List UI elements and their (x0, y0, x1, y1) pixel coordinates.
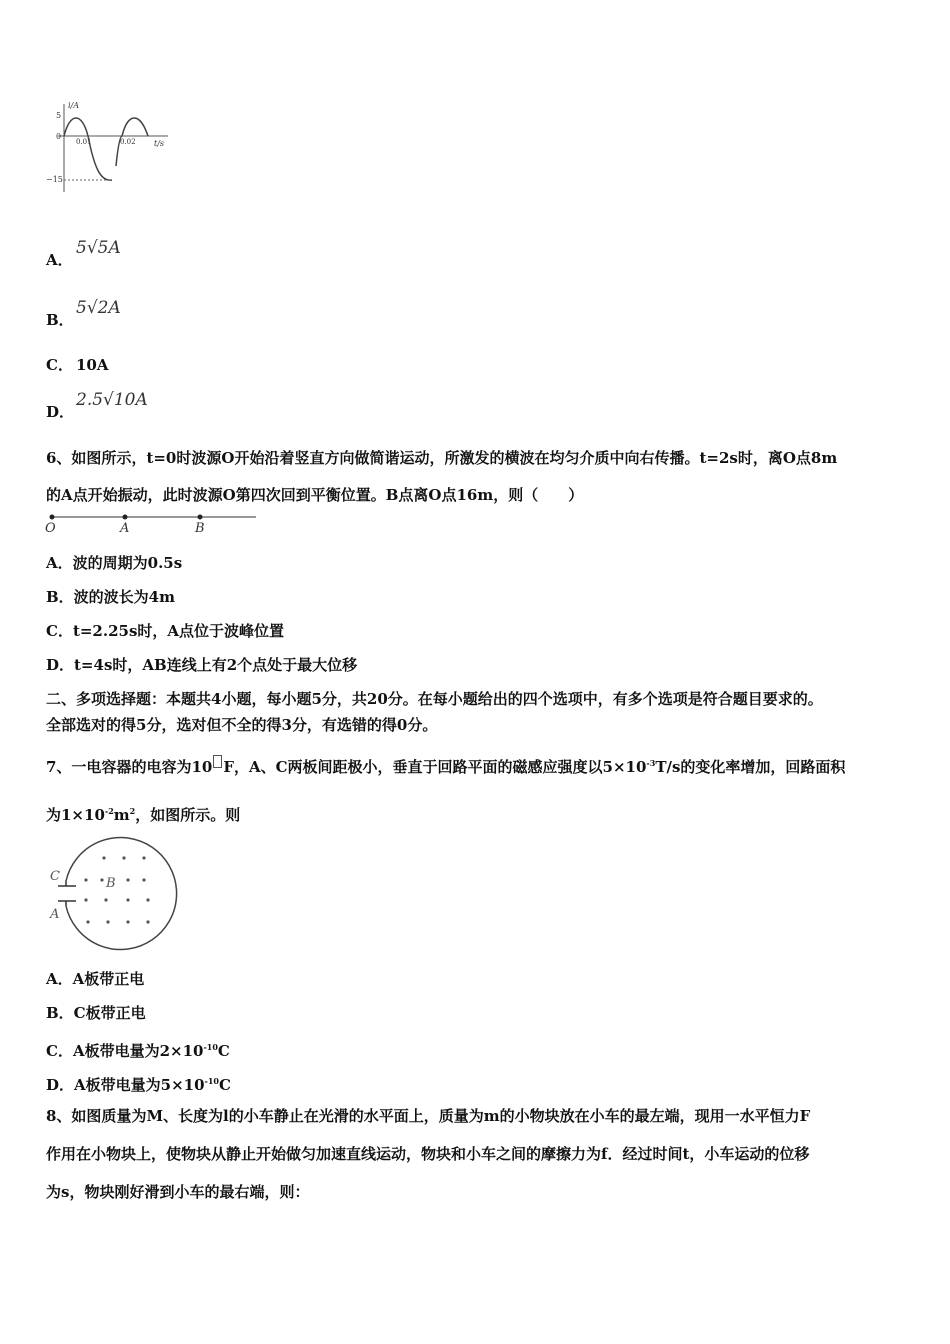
q6-option-a: A．波的周期为0.5s (46, 554, 183, 572)
q8-stem-line3: 为s，物块刚好滑到小车的最右端，则： (46, 1183, 310, 1201)
q7-option-d-post: C (218, 1076, 231, 1094)
current-time-graph (46, 96, 176, 196)
q7-line2-part-c: ，如图所示。则 (135, 806, 241, 824)
q7-line1-part-c: T/s的变化率增加，回路面积 (655, 758, 846, 776)
q7-option-c-post: C (217, 1042, 230, 1060)
q7-option-d-exp: -10 (204, 1076, 219, 1086)
section2-intro-line1: 二、多项选择题：本题共4小题，每小题5分，共20分。在每小题给出的四个选项中，有多个选项是符合题目要求的。 (46, 690, 823, 708)
q7-option-b: B．C板带正电 (46, 1004, 146, 1022)
q7-option-c-pre: C．A板带电量为2×10 (46, 1042, 204, 1060)
q7-stem-line2 (46, 801, 240, 825)
q6-option-b: B．波的波长为4m (46, 588, 175, 606)
q7-line2-exponent: -2 (104, 806, 114, 816)
wave-line-figure (40, 508, 265, 536)
q7-line2-part-a: 为1×10 (46, 806, 105, 824)
q7-option-c-exp: -10 (203, 1042, 218, 1052)
label-c: C (50, 869, 60, 884)
section2-intro-line2: 全部选对的得5分，选对但不全的得3分，有选错的得0分。 (46, 716, 438, 734)
q5-option-a-label: A． (46, 251, 73, 269)
q5-option-b-label: B． (46, 311, 74, 329)
q5-option-c-label: C． (46, 356, 73, 374)
x-axis-label: t/s (154, 139, 165, 148)
q5-option-d-label: D． (46, 403, 75, 421)
q5-option-a-value: 5√5A (76, 238, 121, 258)
y-axis-label: i/A (68, 101, 80, 110)
q6-stem-line1: 6、如图所示，t=0时波源O开始沿着竖直方向做简谐运动，所激发的横波在均匀介质中向右传播。t=2s时，离O点8m (46, 449, 838, 467)
q5-option-d-value: 2.5√10A (76, 390, 148, 410)
tick-0: 0 (56, 132, 62, 141)
q7-stem-line1 (46, 753, 845, 777)
missing-glyph-box (213, 755, 222, 768)
label-b: B (106, 876, 116, 891)
tick-5: 5 (56, 111, 62, 120)
q6-option-d: D．t=4s时，AB连线上有2个点处于最大位移 (46, 656, 358, 674)
q7-option-a: A．A板带正电 (46, 970, 145, 988)
q7-line1-exponent: -3 (646, 758, 656, 768)
q8-stem-line1: 8、如图质量为M、长度为l的小车静止在光滑的水平面上，质量为m的小物块放在小车的最左端，现用一水平恒力F (46, 1107, 811, 1125)
q6-stem-line2: 的A点开始振动，此时波源O第四次回到平衡位置。B点离O点16m，则（ ） (46, 486, 584, 504)
current-curve (64, 118, 148, 180)
point-o-label: O (45, 521, 56, 536)
tick-001: 0.01 (76, 138, 92, 146)
q6-option-c: C．t=2.25s时，A点位于波峰位置 (46, 622, 285, 640)
magnetic-field-dots (84, 856, 149, 923)
q7-line1-part-b: F，A、C两板间距极小，垂直于回路平面的磁感应强度以5×10 (223, 758, 647, 776)
q7-option-d (46, 1071, 231, 1095)
q5-option-b-value: 5√2A (76, 298, 121, 318)
circuit-loop (66, 838, 177, 950)
point-b-label: B (195, 521, 205, 536)
point-a-dot (123, 515, 128, 520)
capacitor-circuit-figure (44, 836, 179, 954)
q7-line1-part-a: 7、一电容器的电容为10 (46, 758, 213, 776)
q7-option-c (46, 1037, 230, 1061)
label-a: A (50, 907, 60, 922)
tick-neg15: −15 (46, 175, 63, 184)
point-a-label: A (120, 521, 130, 536)
point-o-dot (50, 515, 55, 520)
q7-line2-part-b: m (113, 806, 130, 824)
q7-option-d-pre: D．A板带电量为5×10 (46, 1076, 205, 1094)
q5-option-c-value: 10A (76, 356, 109, 374)
q8-stem-line2: 作用在小物块上，使物块从静止开始做匀加速直线运动，物块和小车之间的摩擦力为f．经过时间t，小车运动的位移 (46, 1145, 810, 1163)
point-b-dot (198, 515, 203, 520)
tick-002: 0.02 (120, 138, 136, 146)
q7-line2-exponent2: 2 (129, 806, 136, 816)
